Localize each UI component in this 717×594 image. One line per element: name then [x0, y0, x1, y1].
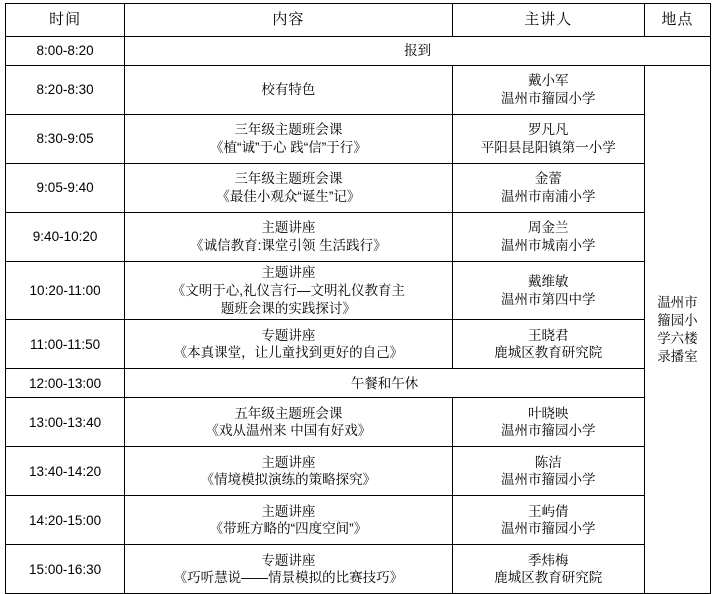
content-line: 《情境模拟演练的策略探究》 [200, 472, 377, 488]
cell-full-span: 报到 [125, 37, 711, 66]
table-row [6, 398, 711, 447]
table-row [6, 447, 711, 496]
content-line: 《戏从温州来 中国有好戏》 [205, 423, 372, 439]
speaker-line: 温州市南浦小学 [500, 189, 596, 204]
cell-speaker [452, 496, 644, 545]
speaker-line: 戴维敏 [527, 273, 569, 289]
cell-content [125, 66, 452, 115]
speaker-line: 温州市籀园小学 [500, 91, 596, 106]
speaker-line: 平阳县昆阳镇第一小学 [480, 140, 616, 155]
cell-time: 9:05-9:40 [6, 164, 125, 213]
table-row [6, 213, 711, 262]
table-row [6, 37, 711, 66]
content-line: 《最佳小观众“诞生”记》 [216, 189, 361, 204]
speaker-line: 王屿倩 [527, 503, 569, 519]
cell-content [125, 320, 452, 369]
cell-time: 14:20-15:00 [6, 496, 125, 545]
venue-line: 温州市 [657, 295, 698, 311]
table-row [6, 320, 711, 369]
header-speaker: 主讲人 [452, 4, 644, 37]
table-row [6, 164, 711, 213]
content-line: 校有特色 [261, 82, 316, 98]
schedule-table [5, 3, 711, 594]
speaker-line: 叶晓映 [527, 405, 569, 421]
content-line: 《诚信教育:课堂引领 生活践行》 [190, 238, 387, 253]
cell-content [125, 545, 452, 594]
content-line: 专题讲座 [261, 327, 316, 343]
content-line: 《带班方略的“四度空间”》 [209, 521, 368, 537]
cell-time: 13:00-13:40 [6, 398, 125, 447]
venue-line: 学六楼 [657, 330, 698, 346]
cell-time: 8:20-8:30 [6, 66, 125, 115]
cell-content [125, 447, 452, 496]
content-line: 题班会课的实践探讨》 [220, 300, 356, 316]
header-place: 地点 [644, 4, 710, 37]
speaker-line: 鹿城区教育研究院 [494, 345, 603, 361]
table-row [6, 369, 711, 398]
cell-content [125, 115, 452, 164]
speaker-line: 温州市城南小学 [500, 238, 596, 253]
table-header [6, 4, 711, 37]
cell-speaker [452, 447, 644, 496]
cell-speaker [452, 320, 644, 369]
header-content: 内容 [125, 4, 452, 37]
table-row [6, 545, 711, 594]
content-line: 《巧听慧说——情景模拟的比赛技巧》 [173, 570, 404, 586]
table-row [6, 115, 711, 164]
cell-time: 10:20-11:00 [6, 262, 125, 320]
content-line: 《文明于心,礼仪言行—文明礼仪教育主 [171, 282, 406, 298]
cell-time: 8:00-8:20 [6, 37, 125, 66]
cell-full-span: 午餐和午休 [125, 369, 645, 398]
speaker-line: 鹿城区教育研究院 [494, 570, 603, 586]
header-time: 时间 [6, 4, 125, 37]
cell-speaker [452, 115, 644, 164]
content-line: 主题讲座 [261, 220, 316, 236]
table-body [6, 37, 711, 594]
content-line: 五年级主题班会课 [234, 405, 343, 421]
cell-content [125, 262, 452, 320]
speaker-line: 温州市籀园小学 [500, 423, 596, 439]
content-line: 三年级主题班会课 [234, 171, 343, 187]
content-line: 主题讲座 [261, 265, 316, 280]
speaker-line: 季炜梅 [527, 552, 569, 568]
cell-time: 13:40-14:20 [6, 447, 125, 496]
venue-line: 录播室 [657, 348, 698, 364]
cell-time: 12:00-13:00 [6, 369, 125, 398]
speaker-line: 戴小军 [527, 73, 569, 89]
cell-venue [644, 66, 710, 594]
cell-speaker [452, 66, 644, 115]
speaker-line: 罗凡凡 [527, 122, 569, 138]
cell-time: 9:40-10:20 [6, 213, 125, 262]
content-line: 《本真课堂，让儿童找到更好的自己》 [173, 345, 404, 361]
cell-speaker [452, 164, 644, 213]
table-row [6, 496, 711, 545]
cell-speaker [452, 262, 644, 320]
speaker-line: 周金兰 [527, 220, 569, 236]
cell-time: 11:00-11:50 [6, 320, 125, 369]
content-line: 专题讲座 [261, 552, 316, 568]
cell-content [125, 496, 452, 545]
speaker-line: 温州市籀园小学 [500, 472, 596, 488]
content-line: 主题讲座 [261, 454, 316, 470]
cell-content [125, 398, 452, 447]
content-line: 《植“诚”于心 践“信”于行》 [210, 140, 367, 155]
table-row [6, 66, 711, 115]
speaker-line: 王晓君 [527, 327, 569, 343]
speaker-line: 温州市籀园小学 [500, 521, 596, 537]
cell-content [125, 164, 452, 213]
cell-speaker [452, 398, 644, 447]
cell-speaker [452, 545, 644, 594]
speaker-line: 温州市第四中学 [500, 291, 596, 307]
content-line: 主题讲座 [261, 503, 316, 519]
cell-time: 15:00-16:30 [6, 545, 125, 594]
cell-time: 8:30-9:05 [6, 115, 125, 164]
venue-line: 籀园小 [657, 312, 698, 328]
header-row [6, 4, 711, 37]
cell-speaker [452, 213, 644, 262]
content-line: 三年级主题班会课 [234, 122, 343, 138]
table-row [6, 262, 711, 320]
speaker-line: 金蕾 [534, 171, 562, 187]
speaker-line: 陈洁 [534, 454, 562, 470]
cell-content [125, 213, 452, 262]
